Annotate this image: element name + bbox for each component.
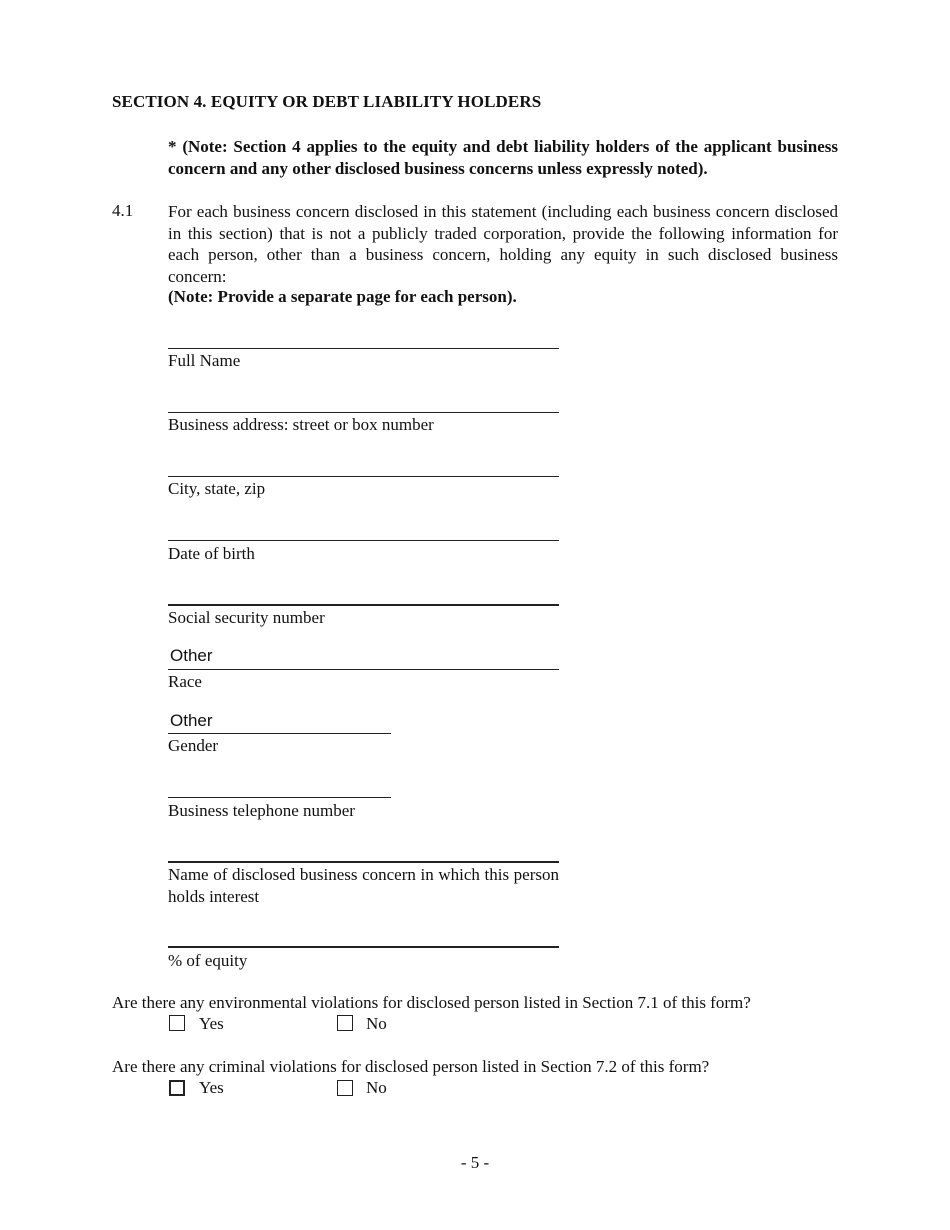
gender-line	[168, 733, 391, 734]
item-number: 4.1	[112, 201, 134, 220]
city-state-zip-label: City, state, zip	[168, 479, 266, 498]
section-note: * (Note: Section 4 applies to the equity and debt liability holders of the applicant business concern and any other disclosed business concerns unless expressly noted).	[168, 137, 838, 178]
environmental-yes-checkbox[interactable]	[169, 1015, 185, 1031]
criminal-no-label: No	[366, 1078, 387, 1097]
criminal-yes-label: Yes	[199, 1078, 224, 1097]
business-concern-label: Name of disclosed business concern in which this person holds interest	[168, 865, 559, 906]
equity-percent-label: % of equity	[168, 951, 248, 970]
criminal-yes-checkbox[interactable]	[169, 1080, 185, 1096]
gender-field[interactable]: Other	[170, 711, 213, 730]
environmental-question: Are there any environmental violations for disclosed person listed in Section 7.1 of this form?	[112, 993, 751, 1012]
date-of-birth-line	[168, 540, 559, 541]
business-concern-line	[168, 861, 559, 863]
date-of-birth-label: Date of birth	[168, 544, 255, 563]
item-note: (Note: Provide a separate page for each person).	[168, 287, 517, 306]
equity-percent-line	[168, 946, 559, 948]
gender-label: Gender	[168, 736, 219, 755]
environmental-no-checkbox[interactable]	[337, 1015, 353, 1031]
street-address-line	[168, 412, 559, 413]
race-line	[168, 669, 559, 670]
full-name-label: Full Name	[168, 351, 241, 370]
phone-line	[168, 797, 391, 798]
city-state-zip-line	[168, 476, 559, 477]
criminal-question: Are there any criminal violations for disclosed person listed in Section 7.2 of this form?	[112, 1057, 710, 1076]
section-heading: SECTION 4. EQUITY OR DEBT LIABILITY HOLDERS	[112, 92, 542, 111]
criminal-no-checkbox[interactable]	[337, 1080, 353, 1096]
race-label: Race	[168, 672, 202, 691]
street-address-label: Business address: street or box number	[168, 415, 434, 434]
ssn-label: Social security number	[168, 608, 325, 627]
environmental-yes-label: Yes	[199, 1014, 224, 1033]
page-number: - 5 -	[460, 1153, 490, 1172]
item-instructions: For each business concern disclosed in this statement (including each business concern disclosed in this section) that is not a publicly traded corporation, provide the following information for each person, other than a business concern, holding any equity in such disclosed business concern:	[168, 202, 838, 286]
ssn-line	[168, 604, 559, 606]
phone-label: Business telephone number	[168, 801, 355, 820]
race-field[interactable]: Other	[170, 646, 213, 665]
environmental-no-label: No	[366, 1014, 387, 1033]
full-name-line	[168, 348, 559, 349]
